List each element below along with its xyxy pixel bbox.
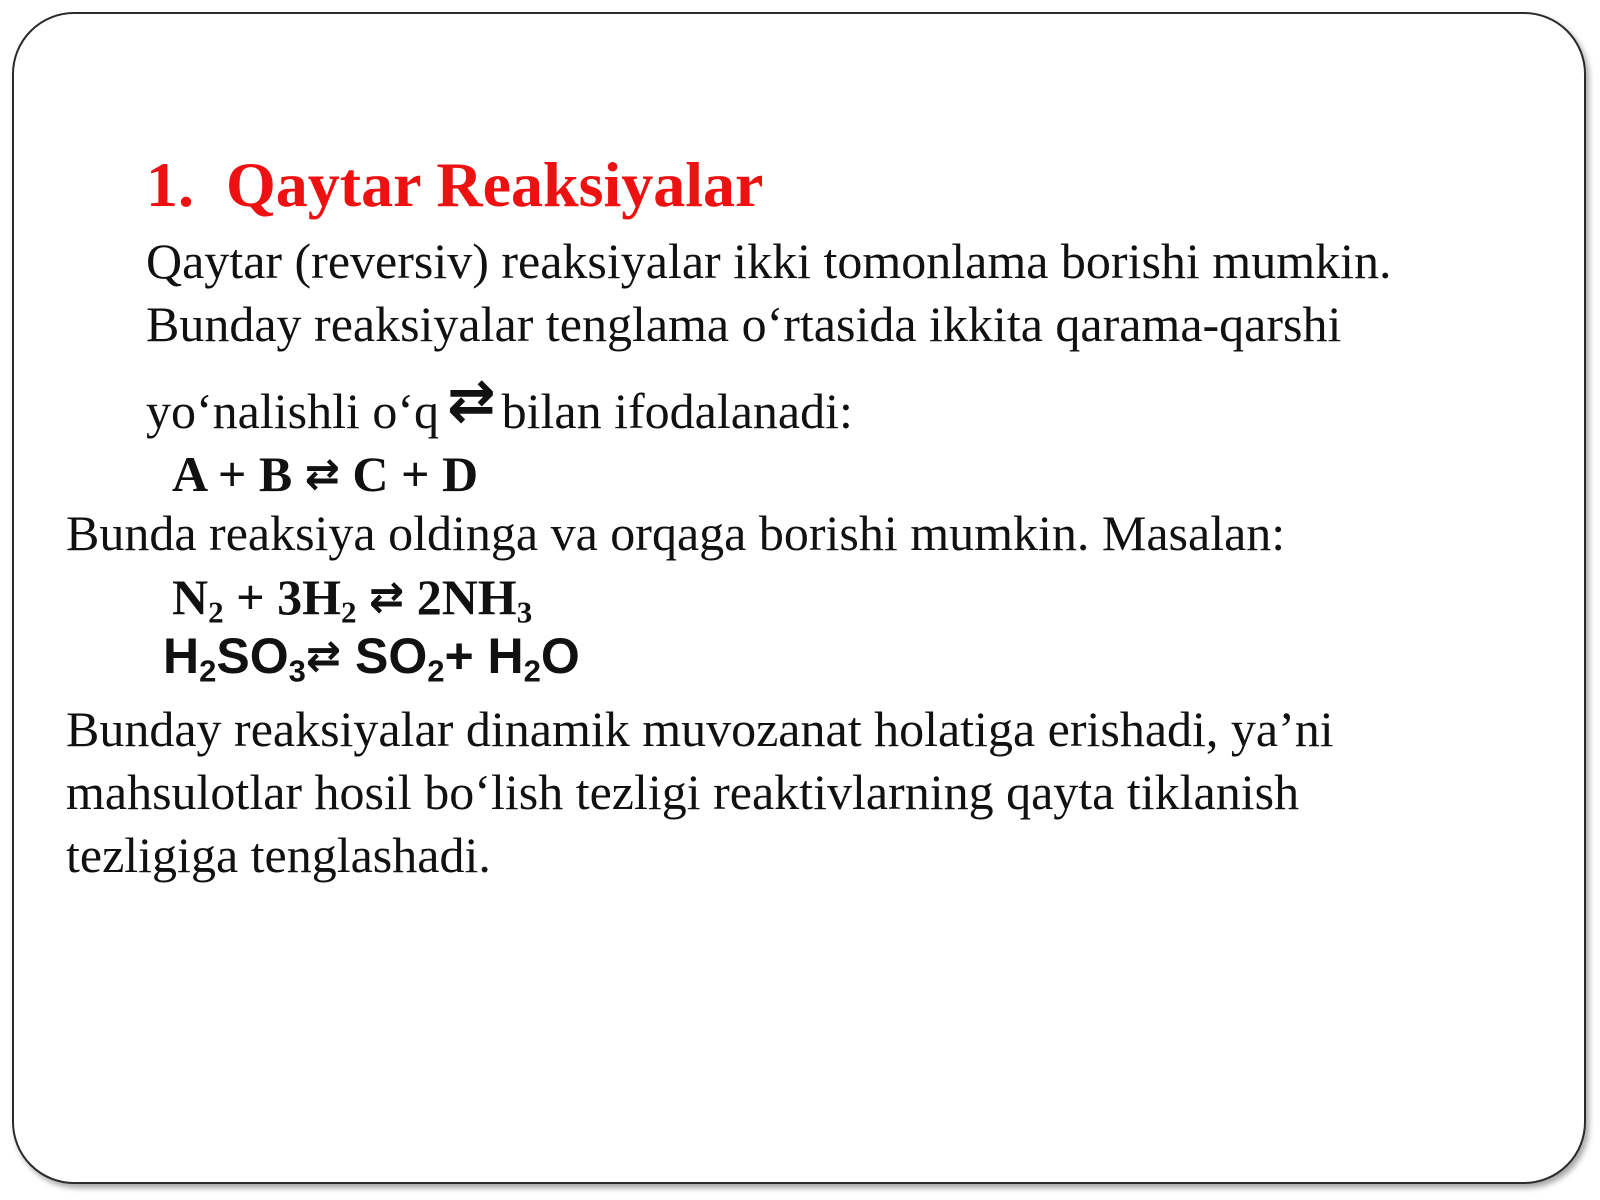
title-text: Qaytar Reaksiyalar [226, 149, 764, 220]
acid-hydrogen-symbol: H [163, 628, 200, 684]
equation-arrow-icon: ⇄ [304, 449, 340, 498]
equation-arrow-icon: ⇄ [369, 572, 405, 621]
water-hydrogen-term: + H [444, 628, 524, 684]
line-3-text-after: bilan ifodalanadi: [501, 383, 853, 439]
title-number: 1. [146, 149, 194, 220]
paragraph-1-line-1: Qaytar (reversiv) reaksiyalar ikki tomonlama borishi mumkin. [146, 233, 1392, 289]
sulfite-symbol: SO [216, 628, 289, 684]
equation-arrow-icon: ⇄ [305, 631, 342, 680]
water-hydrogen-subscript: 2 [523, 653, 541, 689]
paragraph-2-line-3: tezligiga tenglashadi. [66, 827, 491, 883]
paragraph-1-line-3 [146, 366, 853, 442]
reversible-arrow-icon: ⇄ [447, 366, 496, 434]
ammonia-symbol: 2NH [416, 569, 517, 625]
sulfur-dioxide-symbol: SO [354, 628, 428, 684]
hydrogen-subscript: 2 [341, 594, 357, 630]
paragraph-2-line-1: Bunday reaksiyalar dinamik muvozanat holatiga erishadi, ya’ni [66, 701, 1334, 757]
general-equation-products: C + D [352, 446, 479, 502]
sulfur-dioxide-subscript: 2 [427, 653, 445, 689]
paragraph-1-line-2: Bunday reaksiyalar tenglama o‘rtasida ikkita qarama-qarshi [146, 296, 1342, 352]
paragraph-2-line-2: mahsulotlar hosil bo‘lish tezligi reaktivlarning qayta tiklanish [66, 764, 1300, 820]
general-equation [172, 445, 478, 503]
water-oxygen-symbol: O [540, 628, 580, 684]
sulfurous-acid-equation [163, 627, 580, 689]
ammonia-subscript: 3 [516, 594, 533, 630]
ammonia-equation [172, 568, 533, 630]
acid-hydrogen-subscript: 2 [199, 653, 217, 689]
sulfite-subscript: 3 [288, 653, 306, 689]
general-equation-reactants: A + B [172, 446, 293, 502]
hydrogen-term: + 3H [236, 569, 341, 625]
line-3-text-before: yo‘nalishli o‘q [146, 383, 440, 439]
example-intro: Bunda reaksiya oldinga va orqaga borishi mumkin. Masalan: [66, 505, 1286, 561]
nitrogen-subscript: 2 [208, 594, 224, 630]
slide-title [146, 148, 763, 222]
nitrogen-symbol: N [172, 569, 209, 625]
